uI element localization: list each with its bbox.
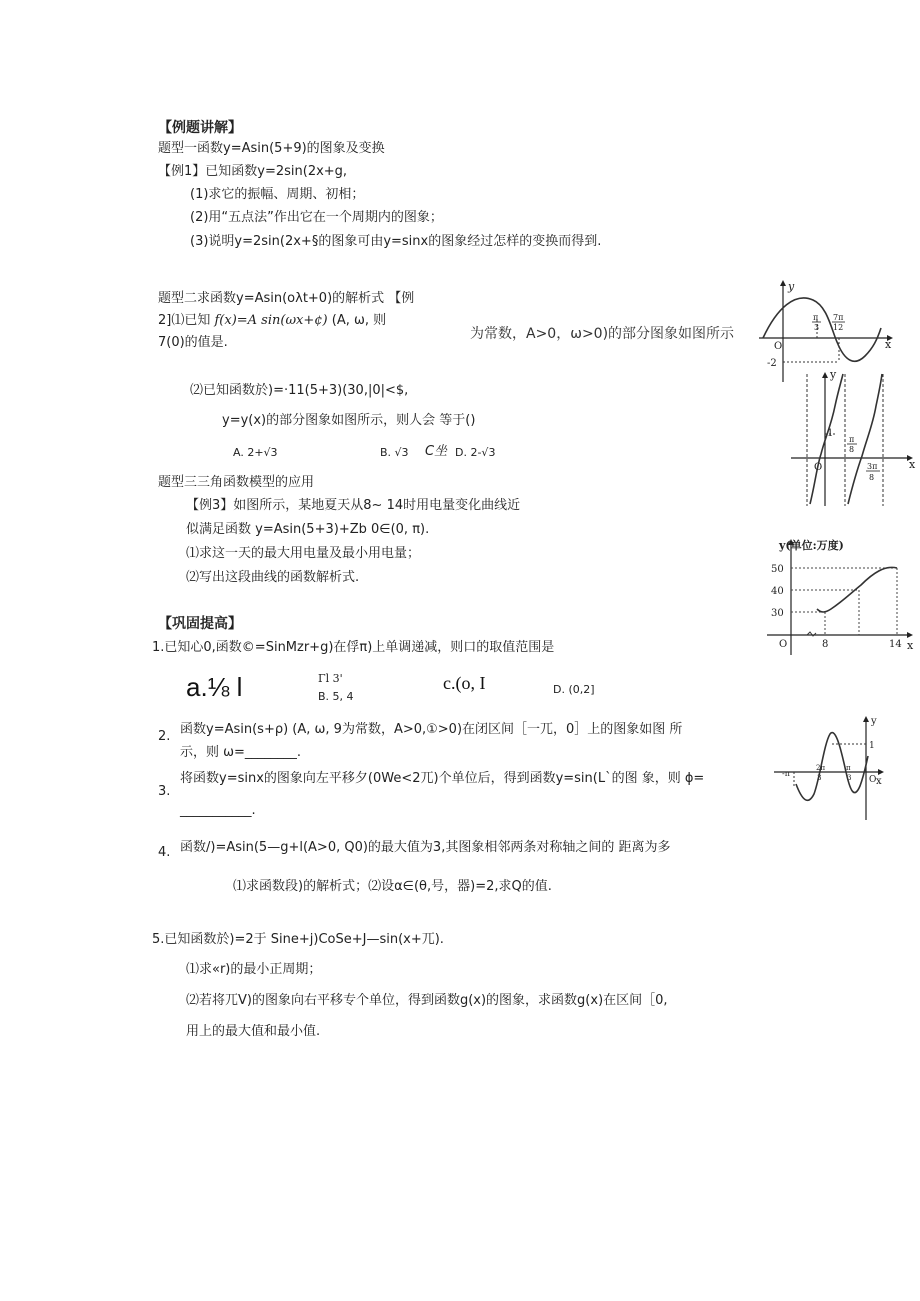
- fig4-one-label: 1: [869, 741, 875, 751]
- practice1-option-d: D. (0,2]: [553, 683, 595, 696]
- fig4-origin-label: O: [869, 775, 877, 785]
- fig1-y-label: y: [788, 280, 795, 293]
- fig3-x-label: x: [907, 639, 914, 652]
- practice1-option-a: a.⅛ l: [186, 672, 243, 702]
- fig1-ymin-label: -2: [767, 358, 777, 369]
- y-axis-arrow-icon: [863, 716, 869, 722]
- practice1-option-c: c.(o, I: [443, 673, 486, 693]
- fig1-x-label: x: [885, 338, 892, 351]
- practice1-statement: 1.已知心0,函数©=SinMzr+g)在俘π)上单调递减，则口的取值范围是: [152, 640, 555, 655]
- type2-title: 题型二求函数y=Asin(oλt+0)的解析式 【例: [158, 291, 415, 306]
- fig1-7pi12-num: 7π: [833, 313, 844, 322]
- practice4-number: 4.: [158, 845, 171, 860]
- fig4-pi3-den: 3: [847, 774, 852, 782]
- fig3-y50: 50: [771, 564, 784, 575]
- example2-line3: 7(0)的值是.: [158, 335, 228, 350]
- section-heading-examples: 【例题讲解】: [158, 120, 242, 136]
- practice4-line2: ⑴求函数段)的解析式；⑵设α∈(θ,号，器)=2,求Q的值.: [233, 879, 552, 894]
- fig3-y40: 40: [771, 586, 784, 597]
- practice2-line1: 函数y=Asin(s+ρ) (A, ω, 9为常数，A>0,①>0)在闭区间［一兀，0］上的图象如图 所: [180, 722, 683, 737]
- practice3-line2: ___________.: [180, 803, 256, 818]
- fig2-3pi8-num: 3π: [867, 462, 878, 471]
- example2-part2-line1: ⑵已知函数於)=·11(5+3)(30,|0|<$,: [190, 383, 409, 398]
- example3-line2: 似满足函数 y=Asin(5+3)+Zb 0∈(0, π).: [186, 522, 430, 537]
- fig4-neg-pi: -π: [782, 769, 790, 778]
- practice2-line2: 示，则 ω=________.: [180, 745, 302, 760]
- fig4-y-label: y: [871, 716, 877, 727]
- figure-sine-practice2: [772, 714, 886, 824]
- practice5-question2: ⑵若将兀V)的图象向右平移专个单位，得到函数g(x)的图象，求函数g(x)在区间［0,: [186, 993, 668, 1008]
- section-heading-practice: 【巩固提高】: [158, 616, 242, 632]
- option-d: D. 2-√3: [455, 446, 496, 459]
- y-axis-arrow-icon: [780, 280, 786, 286]
- example1-question2: (2)用“五点法”作出它在一个周期内的图象；: [190, 210, 443, 225]
- figure-tangent-example2: [787, 366, 917, 512]
- practice5-question3: 用上的最大值和最小值.: [186, 1024, 321, 1039]
- fig3-y-label: y(单位:万度): [779, 539, 844, 552]
- option-c: C坐: [425, 444, 448, 459]
- fig2-x-label: x: [909, 458, 916, 471]
- example1-statement: 【例1】已知函数y=2sin(2x+g,: [158, 164, 348, 179]
- example2-line-a: 2]⑴已知: [158, 313, 215, 328]
- fig3-x14: 14: [889, 639, 902, 650]
- type3-title: 题型三三角函数模型的应用: [158, 475, 315, 490]
- practice3-number: 3.: [158, 784, 171, 799]
- option-a: A. 2+√3: [233, 446, 278, 459]
- type1-title: 题型一函数y=Asin(5+9)的图象及变换: [158, 141, 385, 156]
- fig4-pi3-num: π: [846, 764, 851, 772]
- example1-question3: (3)说明y=2sin(2x+§的图象可由y=sinx的图象经过怎样的变换而得到.: [190, 234, 602, 249]
- fig1-pi3-num: π: [813, 313, 819, 322]
- example1-question1: (1)求它的振幅、周期、初相；: [190, 187, 365, 202]
- sine-curve: [796, 733, 868, 801]
- example2-inline-caption: 为常数，A>0，ω>0)的部分图象如图所示: [470, 326, 735, 342]
- fig2-3pi8-den: 8: [869, 473, 875, 482]
- fig2-origin-label: O: [814, 462, 823, 473]
- example2-line-b: (A, ω, 则: [327, 313, 387, 328]
- fig3-x8: 8: [822, 639, 829, 650]
- example3-question1: ⑴求这一天的最大用电量及最小用电量；: [186, 546, 421, 561]
- y-axis-arrow-icon: [822, 372, 828, 378]
- tangent-branch-1: [810, 374, 843, 504]
- fig3-origin-label: O: [779, 639, 788, 650]
- practice2-number: 2.: [158, 729, 171, 744]
- figure-electricity-example3: [757, 535, 917, 657]
- fig2-y-label: y: [830, 368, 837, 381]
- fig3-y30: 30: [771, 608, 784, 619]
- fig1-7pi12-den: 12: [833, 323, 844, 332]
- practice1-option-b: B. 5, 4: [318, 690, 354, 703]
- practice5-statement: 5.已知函数於)=2于 Sine+j)CoSe+J—sin(x+兀).: [152, 932, 444, 947]
- fig2-pi8-den: 8: [849, 445, 855, 454]
- fig1-pi3-den: 3: [814, 323, 820, 332]
- example2-formula: f(x)=A sin(ωx+¢): [214, 313, 328, 328]
- example2-part2-line2: y=y(x)的部分图象如图所示，则人会 等于(): [222, 413, 476, 428]
- fig2-pi8-num: π: [849, 435, 855, 444]
- fig2-one-label: 1: [827, 428, 834, 439]
- x-axis-arrow-icon: [878, 769, 884, 775]
- example3-line1: 【例3】如图所示，某地夏天从8~ 14时用电量变化曲线近: [186, 498, 521, 513]
- fig4-2pi3-den: 3: [817, 774, 822, 782]
- x-axis-arrow-icon: [907, 632, 913, 638]
- practice5-question1: ⑴求«r)的最小正周期；: [186, 962, 322, 977]
- practice4-line1: 函数/)=Asin(5—g+l(A>0, Q0)的最大值为3,其图象相邻两条对称轴之间的 距离为多: [180, 840, 671, 855]
- practice3-line1: 将函数y=sinx的图象向左平移夕(0We<2兀)个单位后，得到函数y=sin(L`的图 象，则 ϕ=: [180, 771, 705, 786]
- example2-line: [158, 313, 386, 329]
- example3-question2: ⑵写出这段曲线的函数解析式.: [186, 570, 360, 585]
- fig4-x-label: x: [876, 776, 882, 787]
- fig4-2pi3-num: 2π: [816, 764, 826, 772]
- fig1-origin-label: O: [774, 341, 783, 352]
- option-b: B. √3: [380, 446, 409, 459]
- practice1-option-b-top: Γl 3': [318, 672, 343, 685]
